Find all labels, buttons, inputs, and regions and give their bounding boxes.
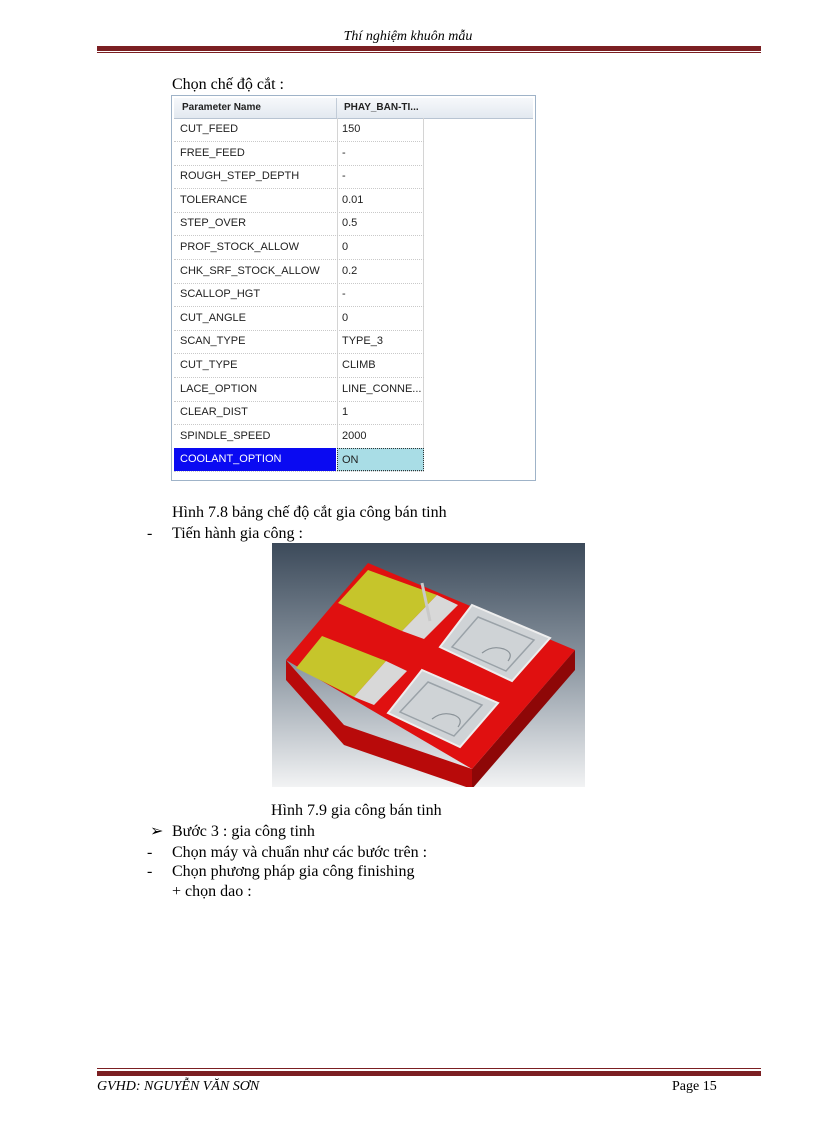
parameter-value-cell[interactable]: ON <box>337 448 424 471</box>
footer-page-number: Page 15 <box>672 1079 717 1094</box>
column-separator <box>336 98 337 118</box>
figure-7-8-caption: Hình 7.8 bảng chế độ cắt gia công bán tinh <box>172 504 447 521</box>
part-render <box>272 543 585 787</box>
arrow-bullet: ➢ <box>150 823 164 840</box>
parameter-value-cell[interactable]: 150 <box>337 118 424 141</box>
header-rule-thin <box>97 52 761 53</box>
parameter-value-cell[interactable]: - <box>337 283 424 306</box>
table-row[interactable] <box>174 448 424 472</box>
parameter-name-cell[interactable]: CUT_FEED <box>180 123 239 135</box>
parameter-name-cell[interactable]: SCALLOP_HGT <box>180 288 261 301</box>
parameter-value-cell[interactable]: 0 <box>337 236 424 259</box>
footer-rule <box>97 1071 761 1076</box>
parameter-value-cell[interactable]: - <box>337 165 424 188</box>
table-row[interactable] <box>174 378 424 402</box>
parameter-name-cell[interactable]: COOLANT_OPTION <box>174 448 336 471</box>
parameter-name-cell[interactable]: STEP_OVER <box>180 217 247 230</box>
parameter-table <box>171 95 536 481</box>
parameter-value-cell[interactable]: 0.2 <box>337 260 424 283</box>
parameter-value-cell[interactable]: - <box>337 142 424 165</box>
machined-part-figure <box>272 543 585 787</box>
parameter-name-cell[interactable]: CUT_TYPE <box>180 359 238 371</box>
parameter-name-cell[interactable]: CHK_SRF_STOCK_ALLOW <box>180 264 320 277</box>
section-label: Chọn chế độ cắt : <box>172 76 284 93</box>
table-row[interactable] <box>174 189 424 213</box>
table-row[interactable] <box>174 425 424 449</box>
footer-instructor: GVHD: NGUYỄN VĂN SƠN <box>97 1079 260 1094</box>
parameter-value-cell[interactable]: TYPE_3 <box>337 330 424 353</box>
parameter-name-cell[interactable]: FREE_FEED <box>180 146 245 159</box>
parameter-value-cell[interactable]: 0.5 <box>337 212 424 235</box>
parameter-value-cell[interactable]: 0.01 <box>337 189 424 212</box>
parameter-name-cell[interactable]: CUT_ANGLE <box>180 311 247 324</box>
chon-may-line: Chọn máy và chuẩn như các bước trên : <box>172 844 428 861</box>
bullet-dash: - <box>147 844 153 861</box>
table-row[interactable] <box>174 330 424 354</box>
page-header-title: Thí nghiệm khuôn mẫu <box>343 29 473 44</box>
parameter-value-cell[interactable]: 2000 <box>337 425 424 448</box>
parameter-value-cell[interactable]: CLIMB <box>337 354 424 377</box>
table-row[interactable] <box>174 236 424 260</box>
table-row[interactable] <box>174 283 424 307</box>
column-header-value[interactable]: PHAY_BAN-TI... <box>344 102 419 113</box>
tien-hanh-line: Tiến hành gia công : <box>172 525 303 542</box>
table-header <box>174 98 533 119</box>
parameter-name-cell[interactable]: PROF_STOCK_ALLOW <box>180 241 299 253</box>
footer-rule-thin <box>97 1068 761 1069</box>
parameter-name-cell[interactable]: CLEAR_DIST <box>180 406 248 419</box>
table-row[interactable] <box>174 260 424 284</box>
figure-7-9-caption: Hình 7.9 gia công bán tinh <box>271 802 442 819</box>
parameter-value-cell[interactable]: 0 <box>337 307 424 330</box>
parameter-value-cell[interactable]: 1 <box>337 401 424 424</box>
header-rule <box>97 46 761 51</box>
table-row[interactable] <box>174 307 424 331</box>
parameter-name-cell[interactable]: TOLERANCE <box>180 193 248 206</box>
parameter-name-cell[interactable]: ROUGH_STEP_DEPTH <box>180 170 300 183</box>
table-row[interactable] <box>174 142 424 166</box>
parameter-value-cell[interactable]: LINE_CONNE... <box>337 378 424 401</box>
table-row[interactable] <box>174 354 424 378</box>
bullet-dash: - <box>147 863 153 880</box>
table-row[interactable] <box>174 212 424 236</box>
parameter-name-cell[interactable]: SPINDLE_SPEED <box>180 429 271 442</box>
chon-dao-line: + chọn dao : <box>172 883 252 900</box>
chon-phuong-phap-line: Chọn phương pháp gia công finishing <box>172 863 415 880</box>
table-row[interactable] <box>174 118 424 142</box>
buoc-3-line: Bước 3 : gia công tinh <box>172 823 315 840</box>
parameter-name-cell[interactable]: SCAN_TYPE <box>180 335 246 348</box>
bullet-dash: - <box>147 525 153 542</box>
column-header-parameter-name[interactable]: Parameter Name <box>182 102 261 113</box>
table-row[interactable] <box>174 165 424 189</box>
table-row[interactable] <box>174 401 424 425</box>
parameter-name-cell[interactable]: LACE_OPTION <box>180 382 258 395</box>
